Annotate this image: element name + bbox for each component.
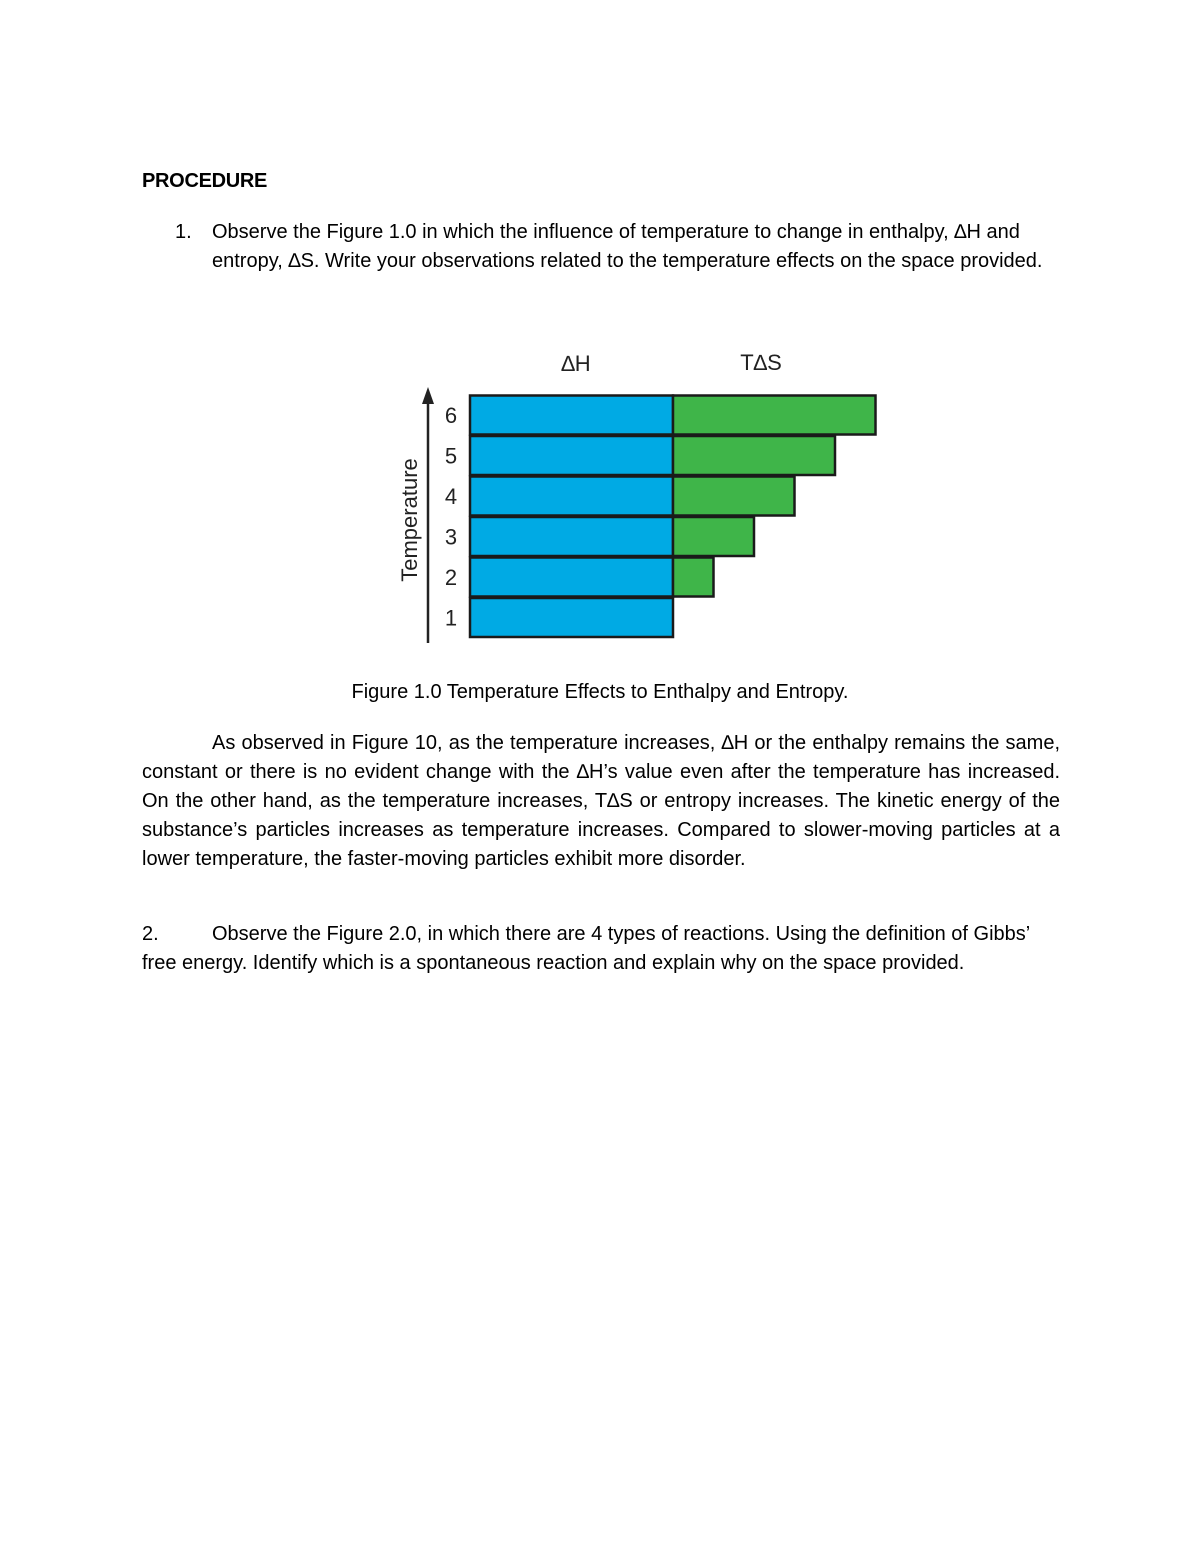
dh-bar-level-5 [470,436,673,475]
tds-bar-level-5 [673,436,835,475]
temperature-axis-label: Temperature [397,458,422,582]
temperature-level-label: 5 [444,443,458,469]
temperature-effects-figure [390,340,890,650]
temperature-axis-arrowhead [422,387,434,404]
tds-bar-level-4 [673,477,795,516]
tds-bar-level-3 [673,517,754,556]
procedure-heading: PROCEDURE [142,170,268,192]
answer-text: As observed in Figure 10, as the temperature increases, ∆H or the enthalpy remains the same, constant or there is no evident change with the ∆H’s value even after the temperature has increased. On the other hand, as the temperature increases, T∆S or entropy increases. The kinetic energy of the substance’s particles increases as temperature increases. Compared to slower-moving particles at a lower temperature, the faster-moving particles exhibit more disorder. [142,732,1060,870]
dh-bar-level-1 [470,598,673,637]
tds-bar-level-6 [673,396,876,435]
dh-bar-level-3 [470,517,673,556]
answer-paragraph [142,729,1060,874]
dh-column-label: ∆H [561,351,591,376]
dh-bar-level-2 [470,558,673,597]
temperature-level-label: 1 [444,605,458,631]
question-1-number: 1. [175,221,192,243]
dh-bar-level-6 [470,396,673,435]
temperature-level-label: 3 [444,524,458,550]
question-1-text: Observe the Figure 1.0 in which the influence of temperature to change in enthalpy, ∆H and entropy, ∆S. Write your observations related to the temperature effects on the space provided. [212,221,1043,272]
figure-caption: Figure 1.0 Temperature Effects to Enthalpy and Entropy. [351,681,849,703]
question-2-text: Observe the Figure 2.0, in which there are 4 types of reactions. Using the definition of Gibbs’ free energy. Identify which is a spontaneous reaction and explain why on the space provided. [142,923,1030,974]
tds-column-label: T∆S [740,350,782,375]
question-2 [142,920,1060,978]
temperature-level-label: 4 [444,484,458,509]
question-2-number: 2. [142,923,159,945]
temperature-level-label: 2 [444,565,458,590]
tds-bar-level-2 [673,558,714,597]
question-1 [142,218,1062,276]
dh-bar-level-4 [470,477,673,516]
temperature-level-label: 6 [444,403,458,428]
